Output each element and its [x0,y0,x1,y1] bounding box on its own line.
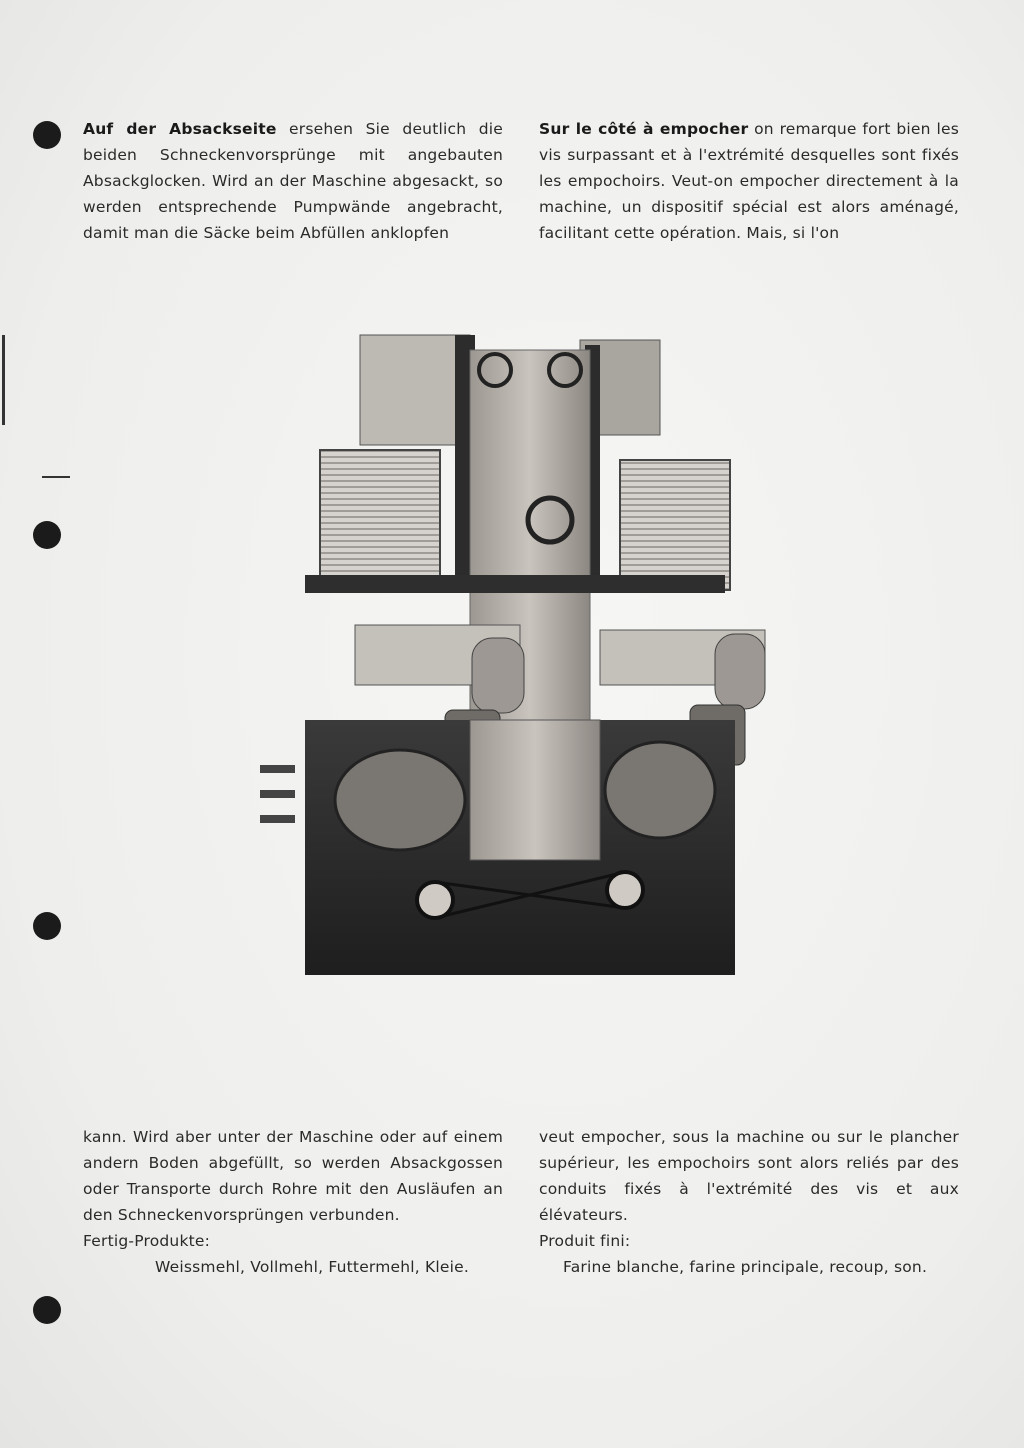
sieve-box-right [620,460,730,590]
sieve-box-left [320,450,440,585]
french-lead-heading: Sur le côté à empocher [539,120,749,138]
drive-cover-right [605,742,715,838]
german-lead-heading: Auf der Absackseite [83,120,277,138]
machine-photograph [250,320,790,990]
pulley [417,882,453,918]
binder-hole-1 [33,121,61,149]
german-top-text: ersehen Sie deutlich die beiden Schneckenvorsprünge mit angebauten Absackglocken. Wird an der Maschine abgesackt, so werden entsprechende Pumpwände angebracht, damit man die Säcke beim Abfüllen anklopfen [83,120,503,242]
french-bottom-text: veut empocher, sous la machine ou sur le plancher supérieur, les empochoirs sont alors reliés par des conduits fixés à l'extrémité des vis et aux élévateurs. [539,1128,959,1224]
edge-mark [42,476,70,478]
german-bottom-text: kann. Wird aber unter der Maschine oder auf einem andern Boden abgefüllt, so werden Absackgossen oder Transporte durch Rohre mit den Ausläufen an den Schneckenvorsprüngen verbunden. [83,1128,503,1224]
german-bottom-paragraph [83,1124,503,1280]
binder-hole-3 [33,912,61,940]
french-bottom-paragraph [539,1124,959,1280]
german-products-label: Fertig-Produkte: [83,1232,211,1250]
binder-hole-2 [33,521,61,549]
french-top-text: on remarque fort bien les vis surpassant et à l'extrémité desquelles sont fixés les empochoirs. Veut-on empocher directement à la machine, un dispositif spécial est alors aménagé, facilitant cette opération. Mais, si l'on [539,120,959,242]
control-knob [260,765,295,773]
drive-cover-left [335,750,465,850]
base-center-panel [470,720,600,860]
french-products-label: Produit fini: [539,1232,631,1250]
upper-box-left [360,335,470,445]
control-knob [260,790,295,798]
edge-mark [2,335,5,425]
pulley [607,872,643,908]
platform [305,575,725,593]
french-top-paragraph [539,116,959,246]
bagging-bell-right [715,634,765,709]
control-knob [260,815,295,823]
german-products: Weissmehl, Vollmehl, Futtermehl, Kleie. [155,1258,470,1276]
french-products: Farine blanche, farine principale, recoup, son. [563,1258,928,1276]
binder-hole-4 [33,1296,61,1324]
german-top-paragraph [83,116,503,246]
bagging-bell-left [472,638,524,713]
